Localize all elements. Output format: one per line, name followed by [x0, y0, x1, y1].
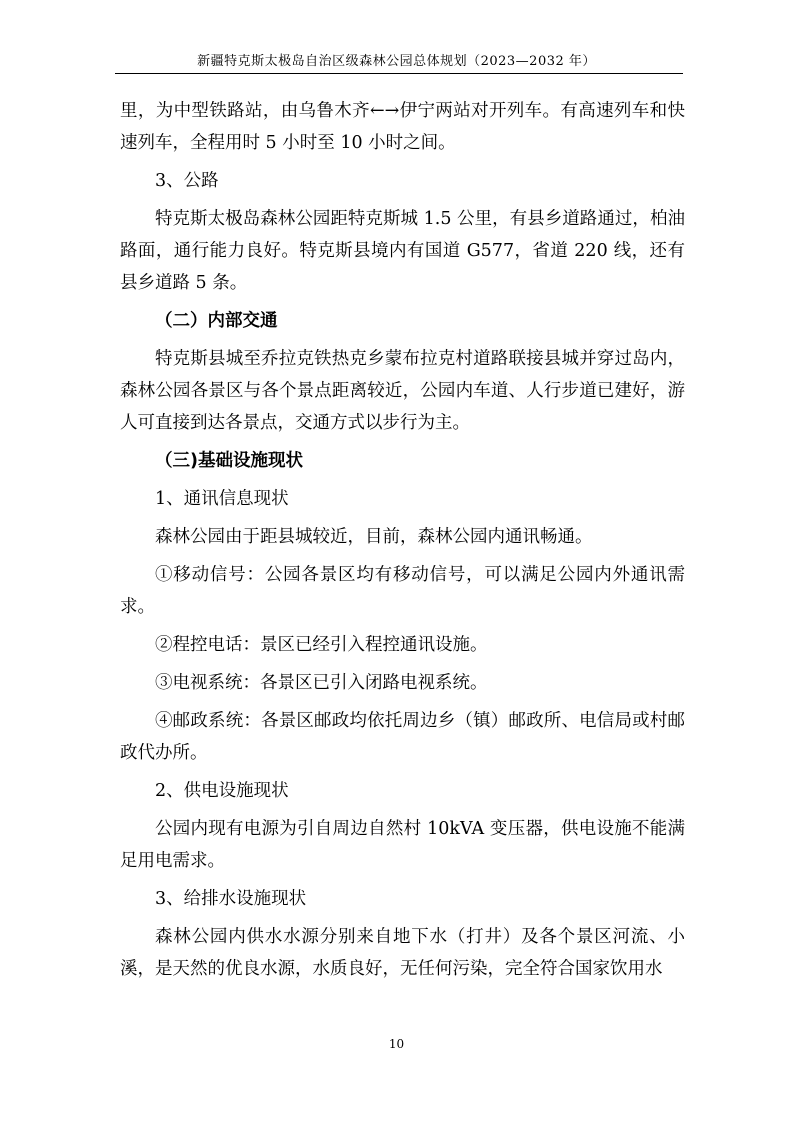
paragraph-telephone: ②程控电话：景区已经引入程控通讯设施。 [155, 635, 488, 655]
paragraph-power-supply: 公园内现有电源为引自周边自然村 10kVA 变压器，供电设施不能满足用电需求。 [120, 819, 685, 871]
heading-water-supply: 3、给排水设施现状 [155, 889, 307, 909]
document-body [120, 95, 685, 991]
heading-power-supply: 2、供电设施现状 [155, 781, 289, 801]
heading-road: 3、公路 [155, 171, 219, 191]
heading-infrastructure: （三)基础设施现状 [155, 451, 303, 471]
heading-communication: 1、通讯信息现状 [155, 489, 289, 509]
running-header: 新疆特克斯太极岛自治区级森林公园总体规划（2023—2032 年） [197, 54, 596, 69]
paragraph-tv-system: ③电视系统：各景区已引入闭路电视系统。 [155, 673, 488, 693]
paragraph-mobile-signal: ①移动信号：公园各景区均有移动信号，可以满足公园内外通讯需求。 [120, 565, 685, 617]
paragraph-internal-traffic: 特克斯县城至乔拉克铁热克乡蒙布拉克村道路联接县城并穿过岛内，森林公园各景区与各个景点距离较近，公园内车道、人行步道已建好，游人可直接到达各景点，交通方式以步行为主。 [120, 349, 685, 433]
paragraph-postal-system: ④邮政系统：各景区邮政均依托周边乡（镇）邮政所、电信局或村邮政代办所。 [120, 711, 685, 763]
paragraph-railway-continued: 里，为中型铁路站，由乌鲁木齐←→伊宁两站对开列车。有高速列车和快速列车，全程用时 5 小时至 10 小时之间。 [120, 101, 685, 153]
heading-internal-traffic: （二）内部交通 [155, 311, 278, 331]
header-divider [115, 73, 683, 74]
paragraph-road: 特克斯太极岛森林公园距特克斯城 1.5 公里，有县乡道路通过，柏油路面，通行能力良好。特克斯县境内有国道 G577，省道 220 线，还有县乡道路 5 条。 [120, 209, 685, 293]
paragraph-communication: 森林公园由于距县城较近，目前，森林公园内通讯畅通。 [155, 527, 593, 547]
paragraph-water-supply: 森林公园内供水水源分别来自地下水（打井）及各个景区河流、小溪，是天然的优良水源，水质良好，无任何污染，完全符合国家饮用水 [120, 927, 685, 979]
page-number: 10 [388, 1037, 405, 1051]
